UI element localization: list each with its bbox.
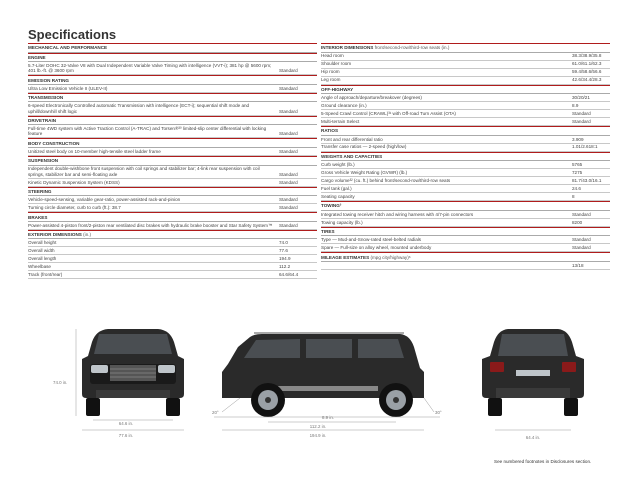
spec-value: Standard: [279, 222, 298, 228]
spec-value: 8: [572, 193, 575, 199]
spec-label: Overall width: [28, 248, 55, 254]
spec-row: [28, 102, 317, 115]
spec-row: [321, 110, 610, 118]
section-heading-text: EXTERIOR DIMENSIONS: [28, 232, 82, 238]
spec-value: 8.9: [572, 102, 579, 108]
spec-label: Type — Mud-and-Snow-rated steel-belted radials: [321, 237, 422, 243]
spec-row: [321, 102, 610, 110]
section-heading-text: OFF-HIGHWAY: [321, 86, 354, 92]
spec-value: 112.2: [279, 264, 291, 270]
spec-value: Standard: [279, 131, 298, 137]
spec-value: 8200: [572, 219, 583, 225]
spec-label: 5.7-Liter DOHC 32-Valve V8 with Dual Independent Variable Valve Timing with intelligence (VVT-i); 381 hp @ 5600 rpm; 401 lb.-ft. @ 3600 rpm: [28, 63, 272, 74]
spec-label: 6-speed Electronically Controlled automatic Transmission with intelligence (ECT-i); sequential shift mode and uphill/downhill shift logic: [28, 103, 250, 114]
spec-label: Overall height: [28, 240, 57, 246]
spec-value: Standard: [279, 85, 298, 91]
departure-angle-label: 30°: [435, 410, 442, 415]
section-heading-note: front/second-row/third-row seats (in.): [374, 45, 450, 51]
spec-row: [321, 136, 610, 144]
section-heading: [321, 43, 610, 53]
spec-value: Standard: [279, 148, 298, 154]
section-heading: [28, 116, 317, 126]
section-heading-text: MECHANICAL AND PERFORMANCE: [28, 45, 108, 51]
spec-row: [321, 236, 610, 244]
vehicle-dimensions-diagram: [0, 312, 638, 452]
spec-value: 194.9: [279, 256, 291, 262]
section-heading: [321, 201, 610, 211]
spec-label: Ground clearance (in.): [321, 102, 367, 108]
section-heading: [321, 227, 610, 237]
front-track-label: 64.6 in.: [118, 421, 134, 426]
spec-label: Angle of approach/departure/breakover (degrees): [321, 94, 422, 100]
specs-right-column: [321, 43, 610, 270]
section-heading-text: MILEAGE ESTIMATES: [321, 254, 370, 260]
spec-label: Head room: [321, 53, 344, 59]
rear-track-label: 64.4 in.: [525, 435, 541, 440]
section-heading: [28, 212, 317, 222]
spec-row: [321, 219, 610, 227]
section-heading-text: STEERING: [28, 189, 52, 195]
spec-row: [321, 193, 610, 201]
spec-row: [28, 255, 317, 263]
spec-row: [28, 222, 317, 230]
spec-value: 7275: [572, 170, 583, 176]
section-heading: [28, 75, 317, 85]
page-title: Specifications: [28, 27, 117, 42]
spec-value: Standard: [572, 110, 591, 116]
section-heading: [321, 152, 610, 162]
spec-value: Standard: [572, 237, 591, 243]
spec-row: [321, 185, 610, 193]
spec-label: Overall length: [28, 256, 57, 262]
spec-value: 61.0/61.1/62.3: [572, 61, 602, 67]
spec-label: Multi-terrain Select: [321, 118, 360, 124]
section-heading-text: ENGINE: [28, 54, 46, 60]
spec-label: Fuel tank (gal.): [321, 186, 352, 191]
spec-row: [28, 179, 317, 187]
spec-label: 5-Speed Crawl Control (CRAWL)³¹ with Off-road Turn Assist (OTA): [321, 110, 456, 116]
spec-value: Standard: [279, 68, 298, 74]
section-heading-text: TIRES: [321, 229, 335, 235]
section-heading: [28, 138, 317, 148]
wheelbase-label: 112.2 in.: [309, 424, 327, 429]
spec-value: 42.6/34.4/28.3: [572, 77, 602, 83]
section-heading-text: INTERIOR DIMENSIONS: [321, 45, 374, 51]
front-width-label: 77.6 in.: [118, 433, 134, 438]
section-heading: [321, 252, 610, 262]
section-heading-text: WEIGHTS AND CAPACITIES: [321, 153, 383, 159]
spec-row: [28, 125, 317, 138]
section-heading-text: BODY CONSTRUCTION: [28, 140, 80, 146]
spec-label: Seating capacity: [321, 193, 355, 199]
spec-value: 13/18: [572, 262, 584, 268]
section-heading-text: BRAKES: [28, 214, 48, 220]
spec-value: 1.01/2.618:1: [572, 144, 598, 150]
section-heading-text: SUSPENSION: [28, 158, 59, 164]
spec-label: Wheelbase: [28, 264, 51, 270]
spec-label: Towing capacity (lb.): [321, 219, 363, 225]
footnote: See numbered footnotes in Disclosures section.: [494, 459, 592, 464]
spec-value: 24.6: [572, 186, 581, 191]
spec-label: Shoulder room: [321, 61, 352, 67]
spec-value: Standard: [279, 205, 298, 211]
spec-row: [321, 211, 610, 219]
section-heading: [28, 156, 317, 166]
spec-row: [28, 166, 317, 179]
spec-value: 74.0: [279, 240, 288, 246]
front-height-label: 74.0 in.: [53, 380, 68, 385]
spec-value: 30/20/21: [572, 94, 590, 100]
spec-label: Gross Vehicle Weight Rating (GVWR) (lb.): [321, 170, 408, 176]
section-heading-note: (in.): [83, 232, 92, 238]
section-heading-text: DRIVETRAIN: [28, 118, 57, 124]
specs-left-column: [28, 43, 317, 279]
spec-label: Track (front/rear): [28, 272, 63, 278]
spec-row: [28, 263, 317, 271]
ground-clearance-label: 8.9 in.: [322, 415, 334, 420]
spec-row: [28, 148, 317, 156]
section-heading-text: TRANSMISSION: [28, 95, 64, 101]
spec-value: Standard: [279, 179, 298, 185]
spec-row: [321, 169, 610, 177]
spec-label: Leg room: [321, 77, 341, 83]
spec-row: [321, 69, 610, 77]
spec-value: 59.4/58.6/56.6: [572, 69, 602, 75]
spec-value: Standard: [279, 171, 298, 177]
spec-row: [28, 247, 317, 255]
spec-label: Vehicle-speed-sensing, variable gear-ratio, power-assisted rack-and-pinion: [28, 197, 181, 203]
approach-angle-label: 20°: [212, 410, 219, 415]
spec-row: [28, 196, 317, 204]
spec-row: [321, 177, 610, 185]
section-heading: [28, 230, 317, 240]
spec-value: 77.6: [279, 248, 288, 254]
length-label: 194.9 in.: [309, 433, 327, 438]
section-heading: [28, 187, 317, 197]
spec-value: 38.3/38.9/35.8: [572, 53, 602, 59]
spec-row: [321, 118, 610, 126]
front-view-vehicle: [82, 329, 184, 416]
spec-row: [321, 144, 610, 152]
section-heading-text: RATIOS: [321, 128, 339, 134]
spec-label: Turning circle diameter, curb to curb (ft.): 38.7: [28, 205, 121, 211]
spec-row: [28, 85, 317, 93]
spec-value: Standard: [572, 245, 591, 251]
spec-row: [321, 244, 610, 252]
spec-row: [28, 271, 317, 279]
spec-label: Independent double-wishbone front suspension with coil springs and stabilizer bar; 4-link rear suspension with coil springs, stabilizer bar and semi-floating axle: [28, 166, 260, 177]
section-heading: [28, 93, 317, 103]
section-heading-text: EMISSION RATING: [28, 77, 70, 83]
spec-row: [321, 94, 610, 102]
spec-label: Spare — Full-size on alloy wheel, mounted underbody: [321, 245, 432, 251]
spec-label: Power-assisted 4-piston front/2-piston rear ventilated disc brakes with hydraulic brake booster and Star Safety System™: [28, 222, 273, 228]
spec-row: [321, 262, 610, 270]
section-heading: [28, 43, 317, 53]
spec-label: Ultra Low Emission Vehicle II (ULEV-II): [28, 85, 108, 91]
section-heading: [28, 53, 317, 63]
spec-value: Standard: [572, 118, 591, 124]
spec-label: Hip room: [321, 69, 340, 75]
section-heading-note: (mpg city/highway)⁶: [370, 254, 411, 260]
spec-value: Standard: [279, 108, 298, 114]
spec-label: Kinetic Dynamic Suspension System (KDSS): [28, 179, 120, 185]
section-heading: [321, 85, 610, 95]
spec-label: Transfer case ratios — 2-speed (high/low): [321, 144, 407, 150]
spec-row: [321, 161, 610, 169]
side-view-vehicle: [222, 333, 424, 417]
spec-value: 81.7/43.0/16.1: [572, 178, 602, 184]
spec-value: 3.909: [572, 136, 584, 142]
spec-label: Curb weight (lb.): [321, 162, 355, 168]
spec-value: 5765: [572, 162, 583, 168]
spec-label: Integrated towing receiver hitch and wiring harness with 4/7-pin connectors: [321, 211, 474, 217]
spec-label: Front and rear differential ratio: [321, 136, 383, 142]
spec-row: [321, 61, 610, 69]
spec-row: [28, 62, 317, 75]
section-heading: [321, 126, 610, 136]
spec-row: [28, 239, 317, 247]
spec-label: Unitized steel body on 10-member high-tensile steel ladder frame: [28, 148, 161, 154]
spec-row: [321, 77, 610, 85]
spec-label: Cargo volume³² (cu. ft.) behind front/second-row/third-row seats: [321, 178, 451, 184]
spec-row: [321, 53, 610, 61]
spec-label: Full-time 4WD system with Active Traction Control (A-TRAC) and Torsen®³⁰ limited-slip center differential with locking feature: [28, 126, 267, 137]
spec-row: [28, 204, 317, 212]
spec-value: 64.6/64.4: [279, 272, 299, 278]
spec-value: Standard: [572, 211, 591, 217]
section-heading-text: TOWING³: [321, 203, 342, 209]
spec-value: Standard: [279, 197, 298, 203]
rear-view-vehicle: [482, 329, 584, 416]
